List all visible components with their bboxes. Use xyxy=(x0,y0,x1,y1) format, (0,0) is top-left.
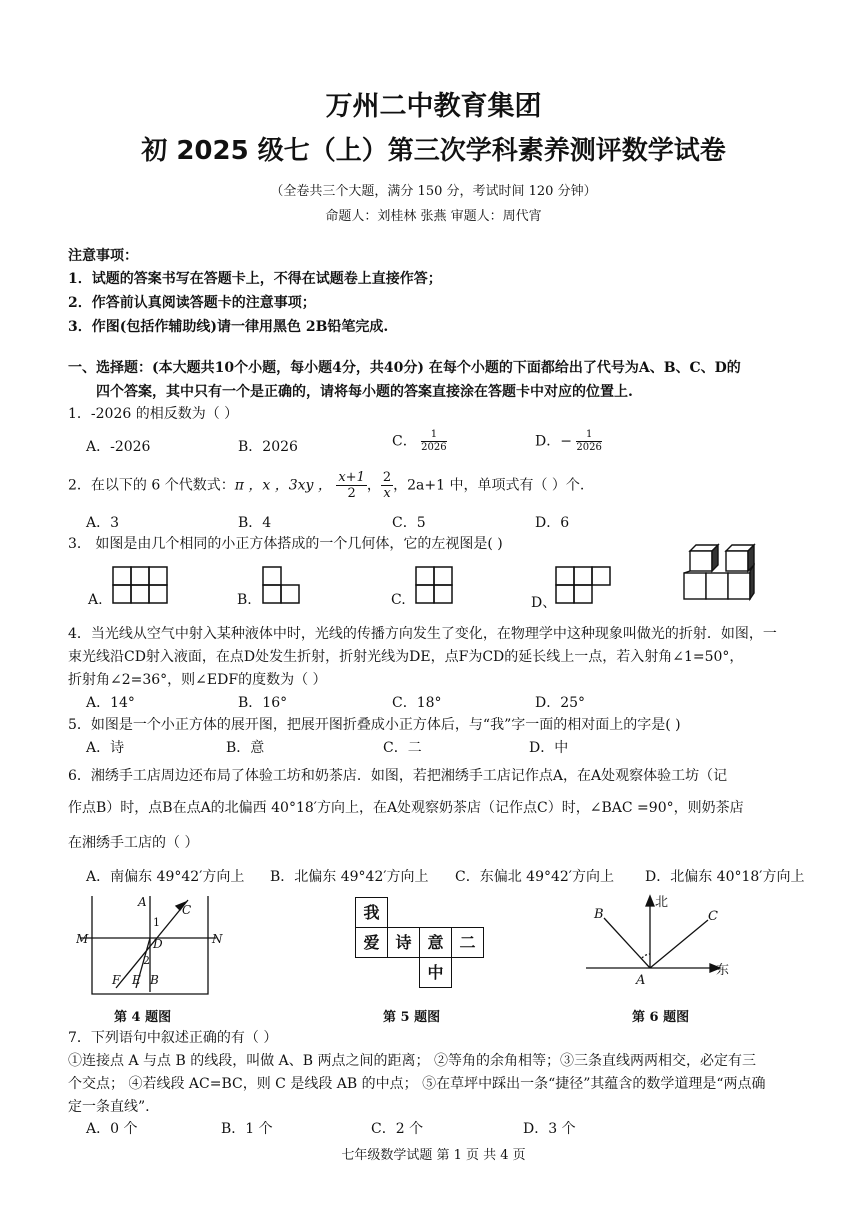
q1-d-numerator: 1 xyxy=(576,429,601,442)
q4-line3: 折射角∠2=36°，则∠EDF的度数为（ ） xyxy=(68,672,327,688)
exam-authors: 命题人：刘桂林 张燕 审题人：周代宵 xyxy=(325,209,542,224)
q6-option-d: D．北偏东 40°18′方向上 xyxy=(645,869,805,885)
q6-option-c: C．东偏北 49°42′方向上 xyxy=(455,869,614,885)
net-face-shi: 诗 xyxy=(387,927,420,958)
fig4-label-d: D xyxy=(153,937,163,951)
section1-line2: 四个答案，其中只有一个是正确的，请将每小题的答案直接涂在答题卡中对应的位置上. xyxy=(96,384,633,400)
q6-line1: 6．湘绣手工店周边还布局了体验工坊和奶茶店．如图，若把湘绣手工店记作点A，在A处观察体验工坊（记 xyxy=(68,768,728,784)
fig6-caption: 第 6 题图 xyxy=(632,1010,690,1025)
q7-line3: 定一条直线”. xyxy=(68,1099,150,1115)
q4-option-b: B．16° xyxy=(238,695,288,711)
q1-c-numerator: 1 xyxy=(421,429,446,442)
q5-option-c: C．二 xyxy=(383,740,422,756)
fig6-label-b: B xyxy=(594,907,604,922)
q6-line2: 作点B）时，点B在点A的北偏西 40°18′方向上，在A处观察奶茶店（记作点C）时，∠BAC =90°，则奶茶店 xyxy=(68,800,744,816)
q3-view-d xyxy=(555,566,619,606)
fig6-label-east: 东 xyxy=(716,963,730,978)
q2-option-d: D．6 xyxy=(535,515,570,531)
q2-option-b: B．4 xyxy=(238,515,272,531)
q4-line1: 4．当光线从空气中射入某种液体中时，光线的传播方向发生了变化，在物理学中这种现象叫做光的折射．如图，一 xyxy=(68,626,777,642)
q5-option-b: B．意 xyxy=(226,740,265,756)
net-face-yi: 意 xyxy=(419,927,452,958)
q7-option-c: C．2 个 xyxy=(371,1121,424,1137)
net-face-ai: 爱 xyxy=(355,927,388,958)
net-face-wo: 我 xyxy=(355,897,388,928)
fig4-label-c: C xyxy=(182,903,192,917)
fig4-label-f: F xyxy=(112,973,121,987)
fig5-cube-net xyxy=(355,897,483,987)
q1-option-c-label: C． xyxy=(392,433,417,450)
q3-solid-figure xyxy=(682,543,762,603)
q3-option-d: D、 xyxy=(531,595,557,611)
q3-view-a xyxy=(112,566,172,606)
q3-view-c xyxy=(415,566,459,606)
q1-stem: 1．-2026 的相反数为（ ） xyxy=(68,406,239,422)
q7-line1: ①连接点 A 与点 B 的线段，叫做 A、B 两点之间的距离； ②等角的余角相等；③三条直线两两相交，必定有三 xyxy=(68,1053,756,1069)
q6-line3: 在湘绣手工店的（ ） xyxy=(68,835,199,851)
section1-line1: 一、选择题：(本大题共10个小题，每小题4分，共40分) 在每个小题的下面都给出了代号为A、B、C、D的 xyxy=(68,360,741,376)
fig4-label-m: M xyxy=(76,932,89,946)
net-face-zhong: 中 xyxy=(419,957,452,988)
exam-title: 初 2025 级七（上）第三次学科素养测评数学试卷 xyxy=(141,136,726,166)
fig4-angle-2: 2 xyxy=(143,954,150,967)
fig6-label-a: A xyxy=(636,973,646,988)
q1-option-a: A．-2026 xyxy=(86,439,151,455)
page-footer: 七年级数学试题 第 1 页 共 4 页 xyxy=(341,1148,526,1163)
exam-meta: （全卷共三个大题，满分 150 分，考试时间 120 分钟） xyxy=(270,184,597,199)
q1-c-denominator: 2026 xyxy=(421,442,447,453)
notes-heading: 注意事项： xyxy=(68,248,138,264)
q1-d-denominator: 2026 xyxy=(576,442,602,453)
q2-option-a: A．3 xyxy=(86,515,120,531)
q5-stem: 5．如图是一个小正方体的展开图，把展开图折叠成小正方体后，与“我”字一面的相对面上的字是( ) xyxy=(68,717,681,733)
fig4-label-e: E xyxy=(132,973,141,987)
q2-pre: 2．在以下的 6 个代数式： xyxy=(68,477,235,494)
note-item-3: 3．作图(包括作辅助线)请一律用黑色 2B铅笔完成. xyxy=(68,319,389,335)
q3-stem: 3． 如图是由几个相同的小正方体搭成的一个几何体，它的左视图是( ) xyxy=(68,536,503,552)
q5-option-a: A．诗 xyxy=(86,740,125,756)
fig5-caption: 第 5 题图 xyxy=(383,1010,441,1025)
q3-option-c: C. xyxy=(391,592,406,608)
fig4-label-a: A xyxy=(138,895,147,909)
note-item-2: 2．作答前认真阅读答题卡的注意事项； xyxy=(68,295,316,311)
q7-line2: 个交点； ④若线段 AC=BC，则 C 是线段 AB 的中点； ⑤在草坪中踩出一条“捷径”其蕴含的数学道理是“两点确 xyxy=(68,1076,766,1092)
q7-option-a: A．0 个 xyxy=(86,1121,138,1137)
fig6-label-north: 北 xyxy=(655,895,669,910)
fig6-label-c: C xyxy=(708,909,718,924)
fig4-label-n: N xyxy=(212,932,223,946)
q2-option-c: C．5 xyxy=(392,515,426,531)
q3-option-b: B. xyxy=(237,592,252,608)
q5-option-d: D．中 xyxy=(529,740,569,756)
q7-option-b: B．1 个 xyxy=(221,1121,273,1137)
fig4-label-b: B xyxy=(150,973,159,987)
fig4-diagram xyxy=(76,892,226,1004)
q4-option-c: C．18° xyxy=(392,695,442,711)
q1-option-c xyxy=(392,429,447,454)
q4-option-a: A．14° xyxy=(86,695,135,711)
q2-terms: π ，x ，3xy ， xyxy=(234,477,332,494)
q1-option-d xyxy=(535,429,602,454)
net-face-er: 二 xyxy=(451,927,484,958)
q4-line2: 束光线沿CD射入液面，在点D处发生折射，折射光线为DE，点F为CD的延长线上一点，若入射角∠1=50°， xyxy=(68,649,744,665)
q2-f1-den: 2 xyxy=(347,486,356,501)
q1-option-b: B．2026 xyxy=(238,439,298,455)
q2-f2-num: 2 xyxy=(382,470,392,485)
q4-option-d: D．25° xyxy=(535,695,586,711)
q2-f1-num: x+1 xyxy=(338,470,365,485)
fig4-caption: 第 4 题图 xyxy=(114,1010,172,1025)
q2-post: ，2a+1 中，单项式有（ ）个. xyxy=(393,477,585,494)
q3-option-a: A. xyxy=(88,592,103,608)
q3-view-b xyxy=(262,566,306,606)
q2-f2-den: x xyxy=(383,486,391,501)
q7-option-d: D．3 个 xyxy=(523,1121,576,1137)
note-item-1: 1．试题的答案书写在答题卡上，不得在试题卷上直接作答； xyxy=(68,271,442,287)
q2-stem xyxy=(68,470,584,501)
q6-option-a: A．南偏东 49°42′方向上 xyxy=(86,869,245,885)
q7-stem: 7．下列语句中叙述正确的有（ ） xyxy=(68,1030,278,1046)
q6-option-b: B．北偏东 49°42′方向上 xyxy=(270,869,429,885)
q1-option-d-label: D．− xyxy=(535,433,572,450)
fig4-angle-1: 1 xyxy=(153,916,160,929)
fig6-diagram xyxy=(580,890,740,1000)
school-title: 万州二中教育集团 xyxy=(325,91,542,122)
q2-sep: ， xyxy=(366,477,381,494)
